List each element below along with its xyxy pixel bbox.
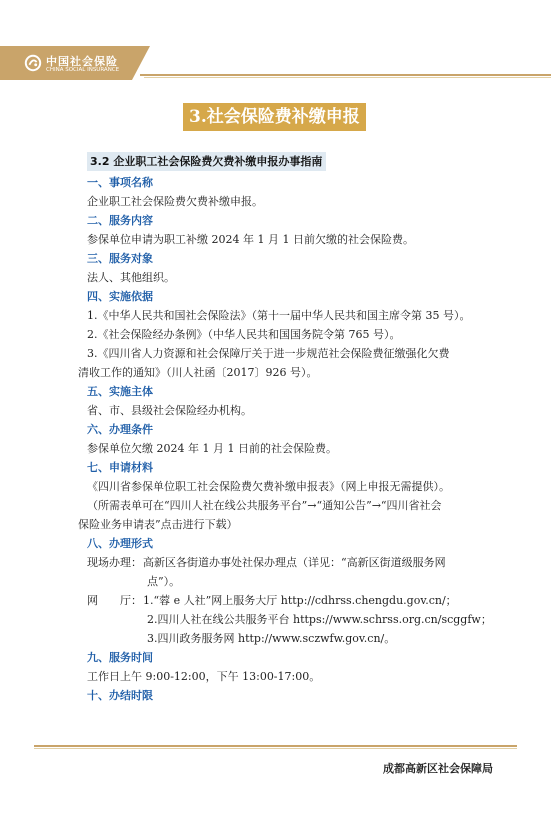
section-heading-materials: 七、申请材料 [87,461,153,474]
footer-organization: 成都高新区社会保障局 [383,762,493,775]
section-text-implementing-body: 省、市、县级社会保险经办机构。 [87,404,252,417]
online-label: 网 厅： [87,594,142,607]
section-heading-service-target: 三、服务对象 [87,252,153,265]
legal-basis-item-3-line-2: 清收工作的通知》（川人社函〔2017〕926 号）。 [78,366,318,379]
onsite-text-line-2: 点”）。 [147,575,181,588]
section-heading-completion-time: 十、办结时限 [87,689,153,702]
online-channel-3[interactable]: 3.四川政务服务网 http://www.sczwfw.gov.cn/。 [147,632,396,645]
onsite-label: 现场办理： [87,556,142,569]
section-text-service-target: 法人、其他组织。 [87,271,175,284]
materials-note-line-1: （所需表单可在“四川人社在线公共服务平台”→“通知公告”→“四川省社会 [87,499,442,512]
section-heading-handling-method: 八、办理形式 [87,537,153,550]
header-divider [140,74,551,76]
materials-note-line-2: 保险业务申请表”点击进行下载） [78,518,238,531]
section-heading-legal-basis: 四、实施依据 [87,290,153,303]
logo-english-text: CHINA SOCIAL INSURANCE [46,67,120,73]
social-insurance-logo-icon [24,54,42,72]
footer-divider [34,745,517,747]
onsite-handling-row [87,553,507,572]
section-text-conditions: 参保单位欠缴 2024 年 1 月 1 日前的社会保险费。 [87,442,337,455]
section-heading-conditions: 六、办理条件 [87,423,153,436]
onsite-text-line-1: 高新区各街道办事处社保办理点（详见：“高新区街道级服务网 [143,556,446,569]
page-header [0,46,551,80]
legal-basis-item-2: 2.《社会保险经办条例》（中华人民共和国国务院令第 765 号）。 [87,328,401,341]
section-heading-service-hours: 九、服务时间 [87,651,153,664]
materials-form: 《四川省参保单位职工社会保险费欠费补缴申报表》（网上申报无需提供）。 [87,480,450,493]
guide-subtitle: 3.2 企业职工社会保险费欠费补缴申报办事指南 [87,152,326,171]
footer-divider-thin [34,748,517,749]
section-text-item-name: 企业职工社会保险费欠费补缴申报。 [87,195,263,208]
page-title: 3.社会保险费补缴申报 [183,103,366,131]
logo-chinese-text: 中国社会保险 [46,55,118,68]
section-text-service-content: 参保单位申请为职工补缴 2024 年 1 月 1 日前欠缴的社会保险费。 [87,233,414,246]
section-text-service-hours: 工作日上午 9:00-12:00，下午 13:00-17:00。 [87,670,321,683]
legal-basis-item-1: 1.《中华人民共和国社会保险法》（第十一届中华人民共和国主席令第 35 号）。 [87,309,471,322]
guide-content [78,152,507,705]
section-heading-item-name: 一、事项名称 [87,176,153,189]
header-divider-thin [144,77,551,78]
online-channel-2[interactable]: 2.四川人社在线公共服务平台 https://www.schrss.org.cn/scggfw； [147,613,492,626]
section-heading-service-content: 二、服务内容 [87,214,153,227]
section-heading-implementing-body: 五、实施主体 [87,385,153,398]
online-channel-1[interactable]: 1.“蓉 e 人社”网上服务大厅 http://cdhrss.chengdu.gov.cn/； [143,594,457,607]
online-handling-row [87,591,507,610]
legal-basis-item-3-line-1: 3.《四川省人力资源和社会保障厅关于进一步规范社会保险费征缴强化欠费 [87,347,450,360]
